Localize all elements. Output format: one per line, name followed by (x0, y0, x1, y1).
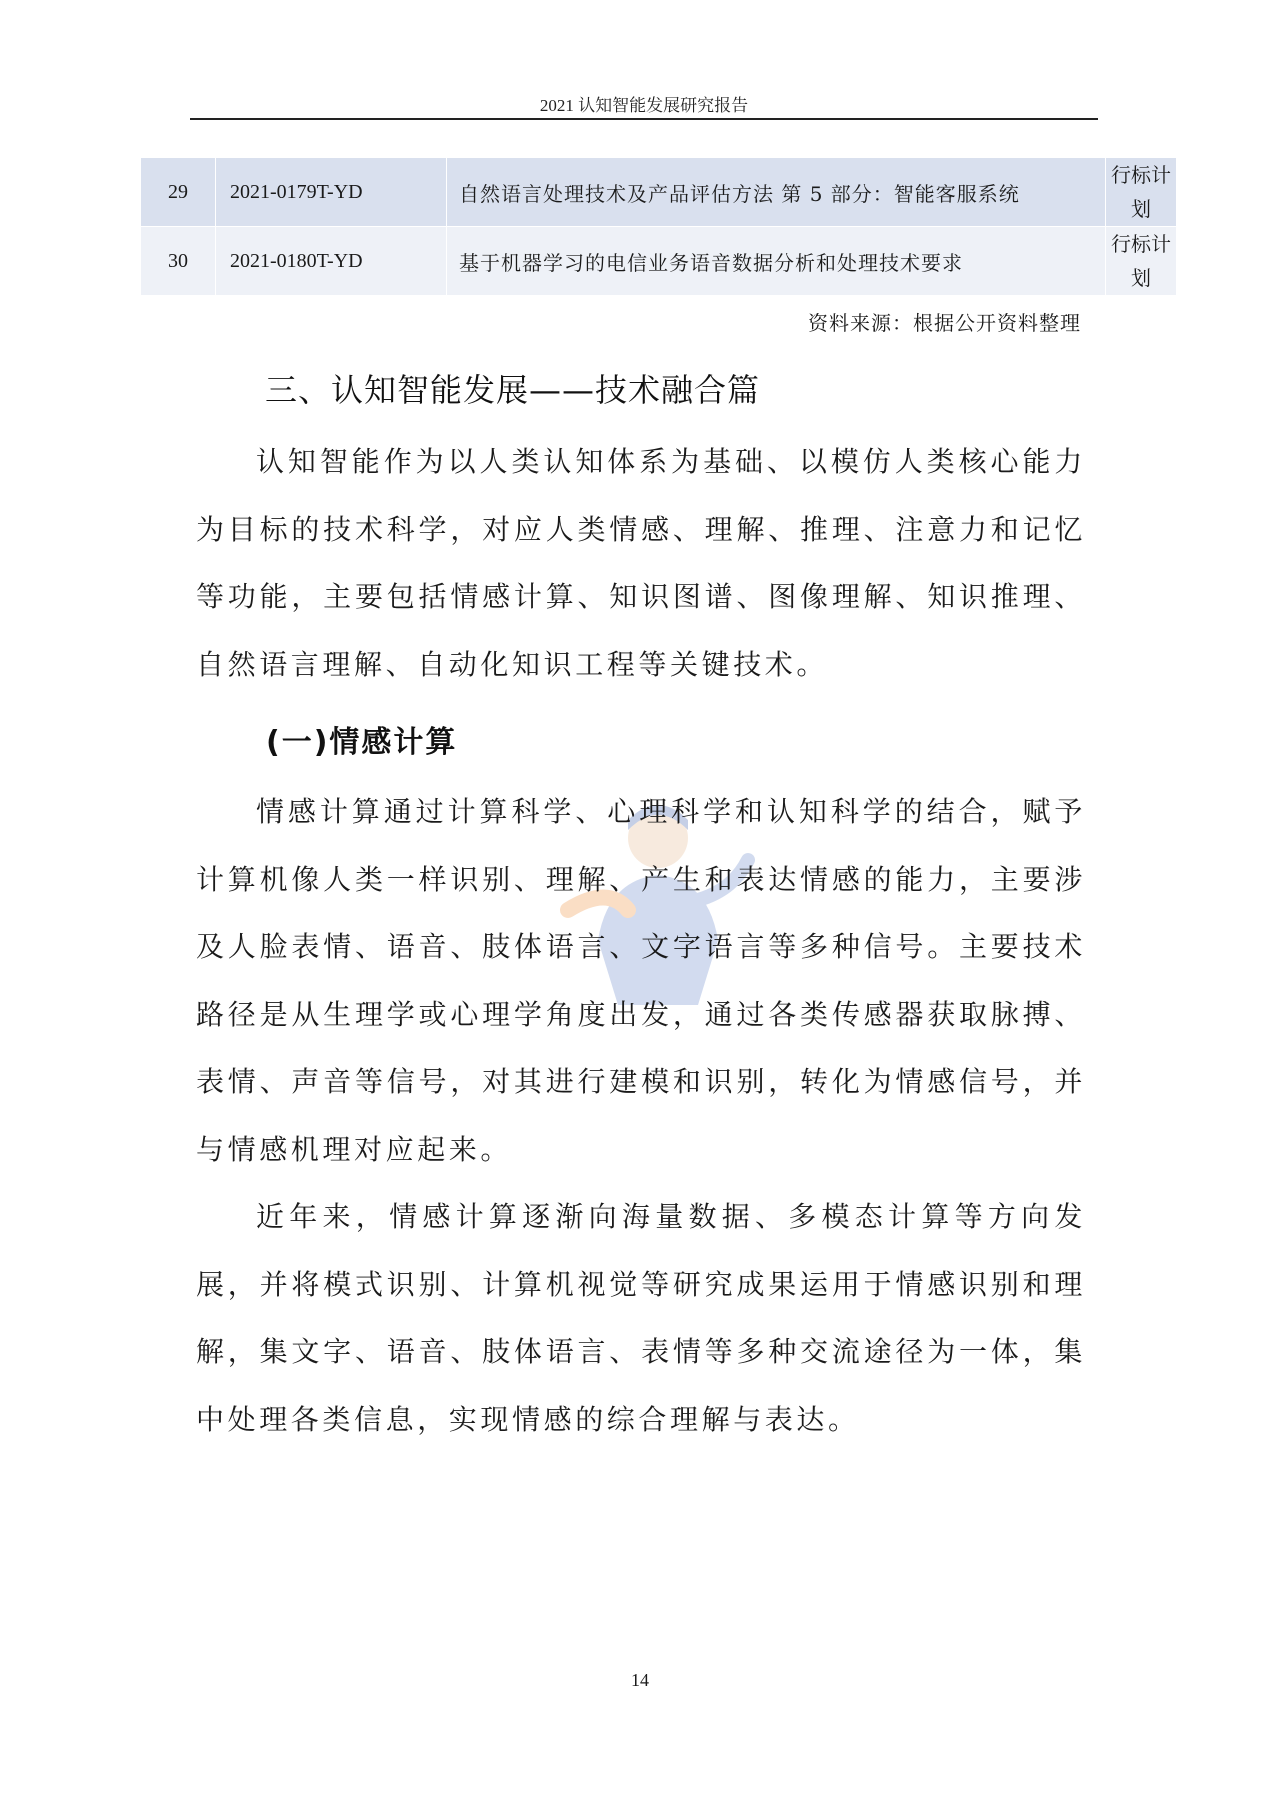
standard-name: 基于机器学习的电信业务语音数据分析和处理技术要求 (447, 227, 1106, 296)
section-heading: 三、认知智能发展——技术融合篇 (265, 371, 761, 409)
standard-name: 自然语言处理技术及产品评估方法 第 5 部分：智能客服系统 (447, 158, 1106, 227)
table-row (141, 158, 1177, 227)
plan-type: 行标计划 (1106, 227, 1177, 296)
standards-table (140, 157, 1177, 296)
row-number: 29 (141, 158, 216, 227)
intro-paragraph: 认知智能作为以人类认知体系为基础、以模仿人类核心能力为目标的技术科学，对应人类情感、理解、推理、注意力和记忆等功能，主要包括情感计算、知识图谱、图像理解、知识推理、自然语言理解、自动化知识工程等关键技术。 (196, 445, 1086, 681)
plan-code: 2021-0179T-YD (216, 158, 447, 227)
affective-computing-paragraph-1: 情感计算通过计算科学、心理科学和认知科学的结合，赋予计算机像人类一样识别、理解、产生和表达情感的能力，主要涉及人脸表情、语音、肢体语言、文字语言等多种信号。主要技术路径是从生理学或心理学角度出发，通过各类传感器获取脉搏、表情、声音等信号，对其进行建模和识别，转化为情感信号，并与情感机理对应起来。 (196, 795, 1086, 1166)
plan-type: 行标计划 (1106, 158, 1177, 227)
source-note: 资料来源：根据公开资料整理 (808, 311, 1081, 335)
page-number: 14 (631, 1670, 649, 1690)
running-header: 2021 认知智能发展研究报告 (539, 96, 749, 115)
table-row (141, 227, 1177, 296)
plan-code: 2021-0180T-YD (216, 227, 447, 296)
affective-computing-paragraph-2: 近年来，情感计算逐渐向海量数据、多模态计算等方向发展，并将模式识别、计算机视觉等研究成果运用于情感识别和理解，集文字、语音、肢体语言、表情等多种交流途径为一体，集中处理各类信息，实现情感的综合理解与表达。 (196, 1200, 1086, 1436)
row-number: 30 (141, 227, 216, 296)
subsection-heading: (一)情感计算 (266, 725, 458, 760)
header-rule (190, 118, 1098, 120)
